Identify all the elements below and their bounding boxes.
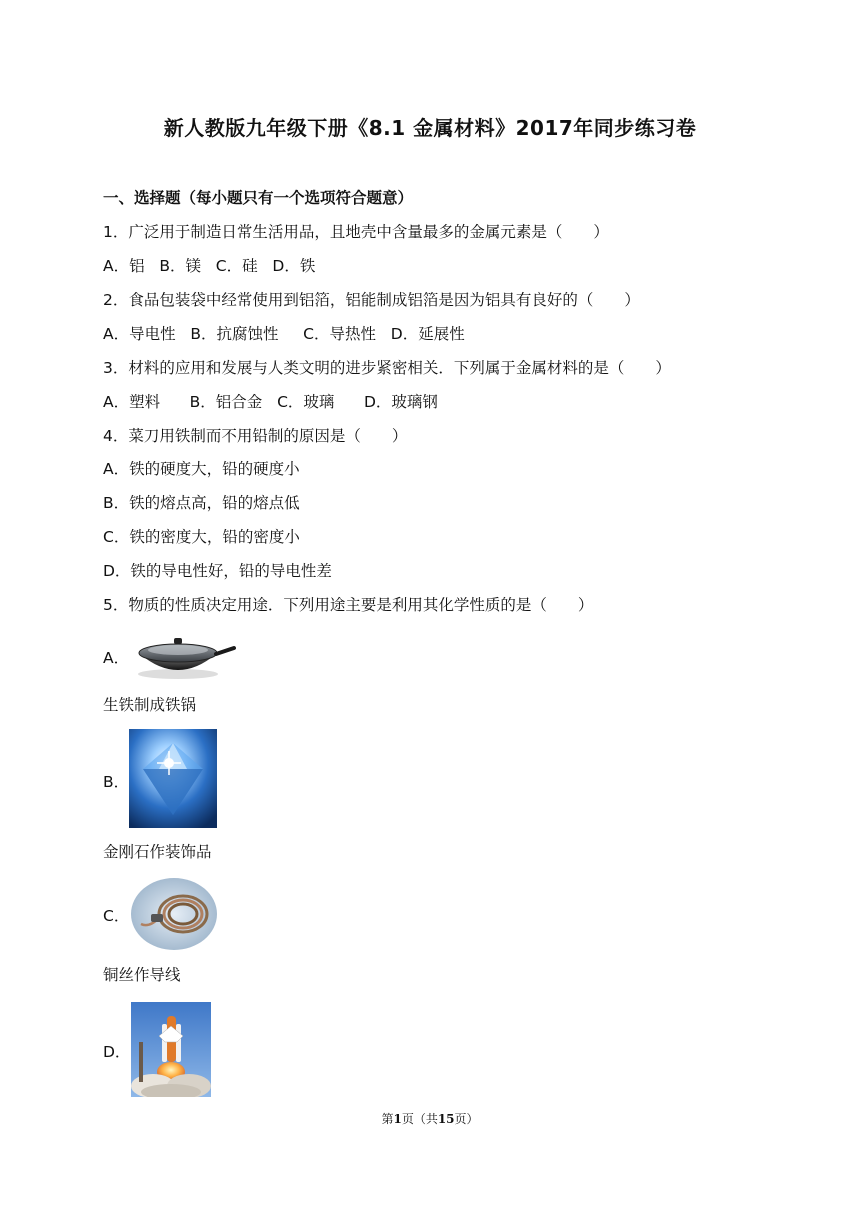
- footer-total-pages: 15: [437, 1112, 455, 1126]
- section-heading: 一、选择题（每小题只有一个选项符合题意）: [103, 189, 414, 207]
- footer-page-number: 1: [393, 1112, 402, 1126]
- page-title: 新人教版九年级下册《8.1 金属材料》2017年同步练习卷: [163, 116, 697, 140]
- option-b-caption: 金刚石作装饰品: [103, 843, 212, 861]
- option-b-label: B．: [103, 773, 130, 791]
- question-1: 1．广泛用于制造日常生活用品，且地壳中含量最多的金属元素是（ ）: [103, 223, 609, 241]
- option-a-caption: 生铁制成铁锅: [103, 696, 197, 714]
- footer-post: 页）: [454, 1112, 479, 1126]
- copper-wire-image: [131, 878, 217, 950]
- question-3-options: A．塑料 B．铝合金 C．玻璃 D．玻璃钢: [103, 393, 438, 411]
- question-4-option-a: A．铁的硬度大，铅的硬度小: [103, 460, 300, 478]
- question-4: 4．菜刀用铁制而不用铅制的原因是（ ）: [103, 427, 408, 445]
- diamond-image: [129, 729, 217, 828]
- wok-image: [130, 626, 236, 680]
- rocket-launch-image: [131, 1002, 211, 1097]
- question-3: 3．材料的应用和发展与人类文明的进步紧密相关．下列属于金属材料的是（ ）: [103, 359, 671, 377]
- option-a-label: A．: [103, 649, 130, 667]
- option-d-label: D．: [103, 1043, 131, 1061]
- option-c-label: C．: [103, 907, 130, 925]
- question-4-option-c: C．铁的密度大，铅的密度小: [103, 528, 300, 546]
- question-4-option-d: D．铁的导电性好，铅的导电性差: [103, 562, 332, 580]
- footer-pre: 第: [381, 1112, 394, 1126]
- footer-mid: 页（共: [401, 1112, 438, 1126]
- question-2: 2．食品包装袋中经常使用到铝箔，铝能制成铝箔是因为铝具有良好的（ ）: [103, 291, 640, 309]
- question-5: 5．物质的性质决定用途．下列用途主要是利用其化学性质的是（ ）: [103, 596, 594, 614]
- option-c-caption: 铜丝作导线: [103, 966, 181, 984]
- page-footer: [0, 1110, 860, 1127]
- question-1-options: A．铝 B．镁 C．硅 D．铁: [103, 257, 316, 275]
- question-4-option-b: B．铁的熔点高，铅的熔点低: [103, 494, 300, 512]
- question-2-options: A．导电性 B．抗腐蚀性 C．导热性 D．延展性: [103, 325, 465, 343]
